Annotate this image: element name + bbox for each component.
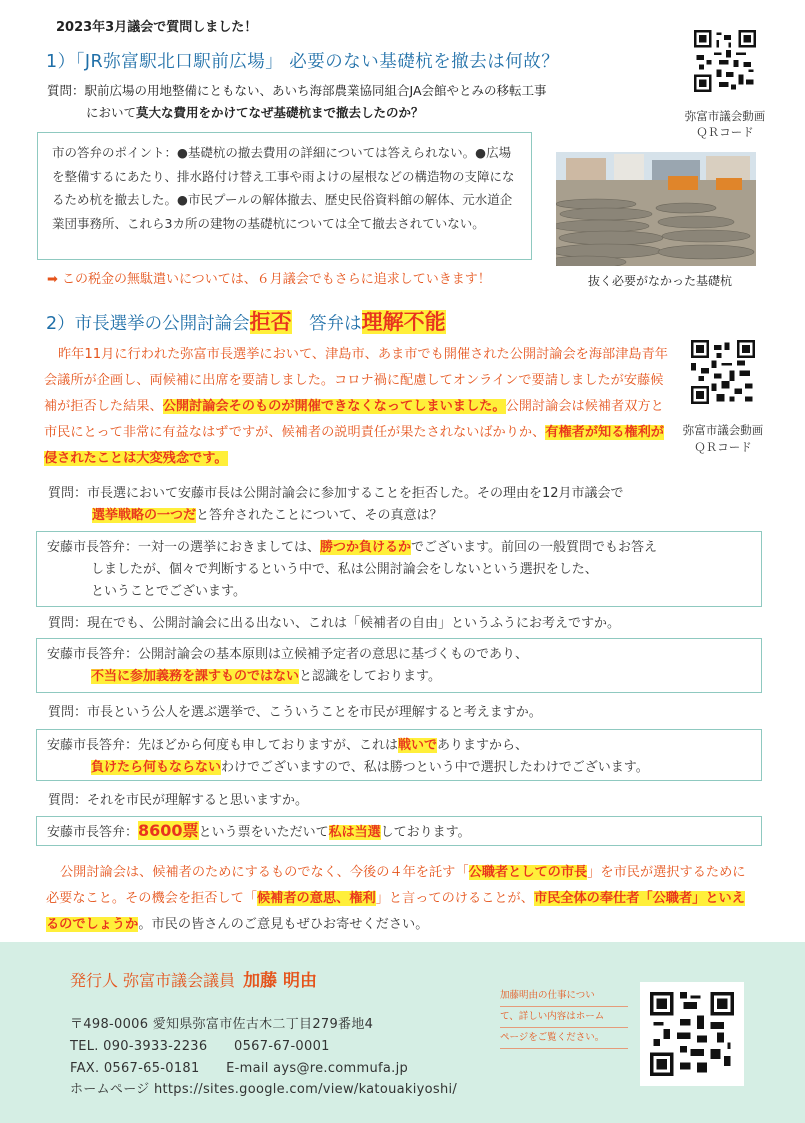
paragraph-text: 昨年11月に行われた弥富市長選挙において、津島市、あま市でも開催された公開討論会を海部津島青年会議所が企画し、両候補に出席を要請しました。コロナ禍に配慮してオンラインで要請しましたが安藤候補が拒否した結果、	[44, 347, 668, 414]
qr-caption-line: ＱＲコード	[694, 440, 752, 454]
answer-highlight: 勝つか負けるか	[320, 540, 412, 555]
answer-line: しましたが、個々で判断するという中で、私は公開討論会をしないという選択をした、	[91, 562, 598, 577]
answer-4-box	[36, 816, 762, 846]
answer-text: しております。	[380, 825, 471, 840]
closing-text: 」と言ってのけることが、	[375, 891, 534, 906]
answer-text: 安藤市長答弁：一対一の選挙におきましては、	[47, 540, 321, 555]
question-3: 質問：市長という公人を選ぶ選挙で、こういうことを市民が理解すると考えますか。	[48, 705, 542, 720]
closing-highlight: 候補者の意思、権利	[257, 891, 376, 906]
question-2: 質問：現在でも、公開討論会に出る出ない、これは「候補者の自由」というふうにお考えですか。	[48, 616, 621, 631]
qr-caption-line: ＱＲコード	[696, 125, 754, 139]
section1-question-line1: 質問：駅前広場の用地整備にともない、あいち海部農業協同組合JA会館やとみの移転工事	[47, 83, 547, 98]
answer-highlight: 私は当選	[328, 825, 381, 840]
address: 〒498-0006 愛知県弥富市佐古木二丁目279番地4	[70, 1017, 374, 1032]
closing-highlight: 市民全体の奉仕者「公職者」といえるのでしょうか	[46, 891, 745, 932]
foundation-piles-photo	[556, 152, 756, 266]
answer-text: でございます。前回の一般質問でもお答え	[411, 540, 657, 555]
note-line: 加藤明由の仕事につい	[500, 986, 628, 1007]
answer-text: 安藤市長答弁：	[47, 825, 139, 840]
section2-title-text: 答弁は	[291, 314, 362, 334]
pursue-statement	[47, 268, 491, 287]
answer-3-box	[36, 729, 762, 781]
section1-question-line2	[86, 102, 646, 124]
note-line: て、詳しい内容はホーム	[500, 1007, 628, 1028]
answer-line	[47, 757, 751, 779]
paragraph-highlight: 公開討論会そのものが開催できなくなってしまいました。	[162, 399, 506, 414]
question-highlight: 選挙戦略の一つだ	[92, 508, 197, 523]
paragraph-highlight: 有権者が知る権利が侵されたことは大変残念です。	[44, 425, 664, 466]
publisher-name: 加藤 明由	[243, 971, 318, 991]
section1-title: 1）「JR弥富駅北口駅前広場」 必要のない基礎杭を撤去は何故？	[46, 52, 560, 72]
homepage-qr-frame	[640, 982, 744, 1086]
closing-text: 」を市民が選択するために必要なこと。その機会を拒否して「	[46, 865, 746, 906]
answer-points-box: 市の答弁のポイント：●基礎杭の撤去費用の詳細については答えられない。●広場を整備するにあたり、排水路付け替え工事や雨よけの屋根などの構造物の支障になるため杭を撤去した。●市民プールの解体撤去、歴史民俗資料館の解体、元水道企業団事務所、これら3カ所の建物の基礎杭については全て撤去されていない。	[37, 132, 532, 260]
answer-text: ありますから、	[437, 738, 529, 753]
answer-line: 安藤市長答弁：公開討論会の基本原則は立候補予定者の意思に基づくものであり、	[47, 647, 529, 662]
answer-2-box	[36, 638, 762, 693]
homepage-note	[500, 986, 628, 1049]
note-line: ページをご覧ください。	[500, 1028, 628, 1049]
section2-paragraph	[44, 342, 674, 472]
answer-1-box	[36, 531, 762, 607]
question-emphasis: 莫大な費用をかけてなぜ基礎杭まで撤去したのか？	[136, 105, 424, 120]
qr-caption-2	[668, 422, 778, 456]
vote-count: 8600票	[138, 821, 199, 840]
qr-caption-line: 弥富市議会動画	[684, 109, 766, 123]
qr-caption-line: 弥富市議会動画	[682, 423, 764, 437]
qr-code-icon[interactable]	[691, 340, 755, 404]
answer-highlight: 不当に参加義務を課すものではない	[91, 669, 300, 684]
closing-paragraph	[46, 860, 758, 938]
section2-title-text: 2）市長選挙の公開討論会	[46, 314, 250, 334]
header-label: 2023年3月議会で質問しました！	[56, 20, 258, 35]
answer-line: ということでございます。	[91, 584, 246, 599]
answer-highlight: 負けたら何もならない	[91, 760, 222, 775]
answer-line	[47, 537, 751, 559]
pursue-text: この税金の無駄遣いについては、６月議会でもさらに追求していきます！	[62, 272, 491, 287]
closing-highlight: 公職者としての市長	[468, 865, 588, 880]
answer-text: と認識をしております。	[299, 669, 441, 684]
homepage-link[interactable]: ホームページ https://sites.google.com/view/katouakiyoshi/	[70, 1082, 458, 1097]
question-4: 質問：それを市民が理解すると思いますか。	[48, 793, 309, 808]
answer-text: わけでございますので、私は勝つという中で選択したわけでございます。	[221, 760, 649, 775]
question-1-line2	[92, 505, 443, 527]
closing-text: 。市民の皆さんのご意見もぜひお寄せください。	[138, 917, 429, 932]
section2-title-highlight: 理解不能	[361, 310, 446, 334]
phone: TEL. 090-3933-2236 0567-67-0001	[70, 1039, 330, 1054]
question-text: と答弁されたことについて、その真意は？	[196, 508, 443, 523]
arrow-right-icon: ➡	[47, 272, 58, 287]
qr-code-icon[interactable]	[650, 992, 734, 1076]
answer-highlight: 戦いで	[398, 738, 438, 753]
fax-email: FAX. 0567-65-0181 E-mail ays@re.commufa.jp	[70, 1061, 409, 1076]
answer-line	[47, 666, 751, 688]
closing-text: 公開討論会は、候補者のためにするものでなく、今後の４年を託す「	[60, 865, 469, 880]
question-1: 質問：市長選において安藤市長は公開討論会に参加することを拒否した。その理由を12月市議会で	[48, 486, 624, 501]
answer-line	[47, 735, 751, 757]
publisher	[70, 966, 317, 991]
qr-code-icon[interactable]	[694, 30, 756, 92]
qr-caption-1	[660, 108, 790, 140]
photo-caption: 抜く必要がなかった基礎杭	[588, 274, 733, 288]
answer-text: 安藤市長答弁：先ほどから何度も申しておりますが、これは	[47, 738, 399, 753]
question-text: において	[86, 105, 137, 120]
section2-title	[46, 306, 446, 336]
publisher-label: 発行人 弥富市議会議員	[70, 971, 236, 990]
paragraph-text: 公開討論会は候補者双方と市民にとって非常に有益なはずですが、候補者の説明責任が果たされないばかりか、	[44, 399, 664, 440]
section2-title-highlight: 拒否	[249, 310, 292, 334]
answer-text: という票をいただいて	[198, 825, 329, 840]
